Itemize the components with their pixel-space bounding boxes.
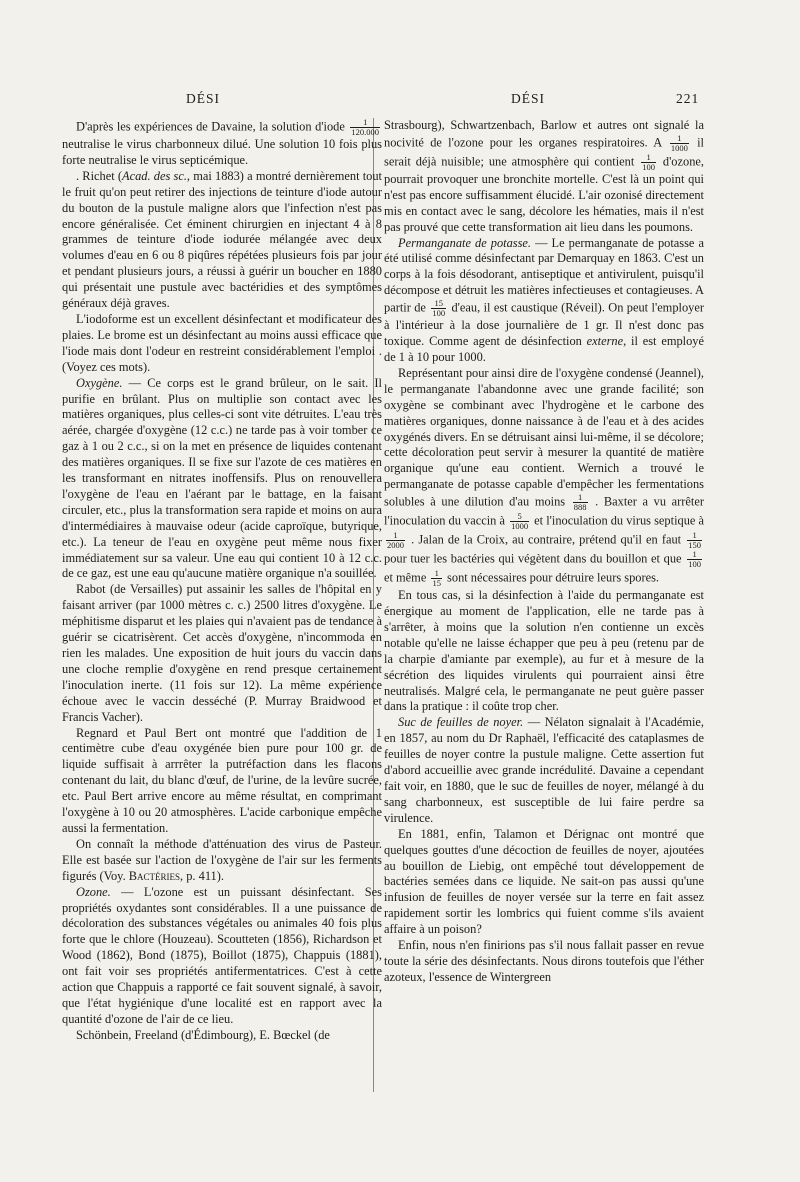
fraction (573, 493, 588, 512)
text: — Le permanganate de potasse a été utilisé comme désinfectant par Demarquay en 1863. C'est un corps à la fois désodorant, antiseptique et antivirulent, puisqu'il décompose et détruit les matières infectieuses et contagieuses. A partir de (384, 235, 704, 315)
fraction-denominator: 100 (432, 308, 446, 319)
fraction-numerator: 1 (573, 493, 588, 503)
fraction-denominator: 1000 (670, 142, 688, 153)
fraction-denominator: 2000 (387, 540, 404, 551)
text: . Baxter a vu arrêter l'inoculation du vaccin à (384, 494, 704, 528)
fraction-numerator: 1 (350, 118, 380, 128)
fraction-numerator: 15 (431, 299, 446, 309)
text: neutralise le virus charbonneux dilué. Une solution 10 fois plus forte neutralise le virus septicémique. (62, 137, 382, 167)
fraction-denominator: 100 (642, 161, 655, 172)
fraction-denominator: 1000 (511, 521, 529, 532)
paragraph-talamon: En 1881, enfin, Talamon et Dérignac ont montré que quelques gouttes d'une décoction de feuilles de noyer, ajoutées au bouillon de Liebig, ont empêché tout développement de bactéries semées dans ce liquide. Ne sait-on pas aussi qu'une infusion de feuilles de noyer versée sur la terre en fait assez rapidement sortir les lombrics qui fuient comme s'ils avaient affaire à un poison? (384, 826, 704, 937)
page-number: 221 (676, 91, 700, 106)
text: D'après les expériences de Davaine, la solution d'iode (76, 119, 345, 134)
fraction (350, 118, 380, 137)
fraction (386, 531, 405, 550)
fraction-numerator: 1 (687, 550, 702, 560)
fraction (431, 569, 442, 588)
fraction-numerator: 1 (641, 153, 656, 163)
text: , mai 1883) a montré dernièrement tout le fruit qu'on peut retirer des injections de teinture d'iode autour du bouton de la pustule maligne alors que l'infection n'est pas encore généralisée. Cet éminent chirurgien en injectant 4 à 8 grammes de teinture d'iode iodurée mélangée avec deux volumes d'eau en 6 ou 8 piqûres répétées plusieurs fois par jour et pendant plusieurs jours, a réussi à guérir un boucher en 1880 qui présentait une pustule avec bactéridies et des symptômes généraux déjà graves. (62, 168, 382, 311)
left-column (62, 118, 382, 1044)
running-head-left: DÉSI (186, 91, 220, 106)
paragraph-pasteur (62, 837, 382, 885)
text: — L'ozone est un puissant désinfectant. Ses propriétés oxydantes sont considérables. Il a une puissance de décoloration des substances végétales ou animales 40 fois plus forte que le chlore (Houzeau). Scoutteten (1856), Richardson et Wood (1862), Bond (1875), Boillot (1875), Chappuis (1881), ont fait voir ses propriétés antifermentatrices. C'est à cette action que Chappuis a rapporté ce fait souvent signalé, à savoir, que l'état hygiénique d'une localité est en rapport avec la quantité d'ozone de l'air de ce lieu. (62, 884, 382, 1026)
paragraph-iodoforme: L'iodoforme est un excellent désinfectant et modificateur des plaies. Le brome est un désinfectant au moins aussi efficace que l'iode mais dont l'odeur en restreint considérablement l'emploi .(Voyez ces mots). (62, 311, 382, 374)
text: pour tuer les bactéries qui végètent dans du bouillon et que (384, 551, 682, 566)
text: Représentant pour ainsi dire de l'oxygène condensé (Jeannel), le permanganate l'abandonne avec une grande facilité; son oxygène se combinant avec l'hydrogène et le carbone des matières organiques, donne naissance à de l'eau et à des acides oxygénés divers. En se détruisant ainsi lui-même, il se décolore; cette décoloration peut servir à mesurer la quantité de matière organique qu'une eau contient. Wernich a trouvé le permanganate de potasse capable d'empêcher les fermentations solubles à une dilution d'au moins (384, 365, 704, 509)
fraction (687, 550, 702, 569)
section-title-permanganate: Permanganate de potasse. (398, 235, 532, 250)
text: , p. 411). (180, 868, 224, 883)
text: — Nélaton signalait à l'Académie, en 1857, au nom du Dr Raphaël, l'efficacité des cataplasmes de feuilles de noyer contre la pustule maligne. Cette assertion fut d'abord accueillie avec grande incrédulité. Davaine a cependant fait voir, en 1880, que le suc de feuilles de noyer, mélangé à du sang charbonneux, est susceptible de lui faire perdre sa virulence. (384, 715, 704, 825)
cross-reference: Bactéries (128, 868, 181, 883)
paragraph-ozone-continued (384, 118, 704, 236)
paragraph-oxygene (62, 376, 382, 583)
paragraph-regnard-bert: Regnard et Paul Bert ont montré que l'addition de 1 centimètre cube d'eau oxygénée bien pure pour 100 gr. de liquide suffisait à arrrêter la putréfaction dans les flacons contenant du lait, du blanc d'œuf, de l'urine, de la levûre sucrée, etc. Paul Bert arrive encore au même résultat, en comprimant l'oxygène à 10 ou 20 atmosphères. L'acide carbonique empêche aussi la fermentation. (62, 725, 382, 835)
text: , il est employé de 1 à 10 pour 1000. (384, 334, 704, 364)
fraction-numerator: 1 (670, 134, 689, 144)
fraction-denominator: 100 (688, 559, 701, 570)
paragraph-rabot: Rabot (de Versailles) put assainir les salles de l'hôpital en y faisant arriver (par 1000 mètres c. c.) 2500 litres d'oxygène. Le méphitisme disparut et les plaies qui n'avaient pas de tendance à guérir se cicatrisèrent. Cet accès d'oxygène, n'incommoda en rien les malades. Une exposition de huit jours du vaccin dans une cloche remplie d'oxygène en rend presque certainement l'inoculation inerte. (11 fois sur 12). La même expérience échoue avec le vaccin desséché (P. Murray Braidwood et Francis Vacher). (62, 582, 382, 724)
paragraph-permanganate (384, 236, 704, 366)
emphasis: externe (586, 334, 624, 349)
fraction (510, 512, 529, 531)
fraction-numerator: 1 (687, 531, 702, 541)
fraction-numerator: 5 (510, 512, 529, 522)
paragraph-iode-davaine (62, 118, 382, 169)
section-title-oxygene: Oxygène. (76, 375, 123, 390)
fraction (670, 134, 689, 153)
text: il serait déjà nuisible; une atmosphère qui contient (384, 135, 704, 169)
paragraph-noyer (384, 715, 704, 826)
text: . Jalan de la Croix, au contraire, prétend qu'il en faut (411, 532, 682, 547)
fraction (641, 153, 656, 172)
fraction (687, 531, 702, 550)
text: d'eau, il est caustique (Réveil). On peut l'employer à l'intérieur à la dose journalière de 1 gr. Il n'est donc pas toxique. Comme agent de désinfection (384, 300, 704, 349)
text: sont nécessaires pour détruire leurs spores. (447, 570, 660, 585)
fraction-denominator: 15 (432, 578, 441, 589)
text: et l'inoculation du virus septique à (534, 513, 704, 528)
paragraph-ozone (62, 885, 382, 1028)
section-title-ozone: Ozone. (76, 884, 111, 899)
citation-reference: Acad. des sc. (122, 168, 187, 183)
text: Strasbourg), Schwartzenbach, Barlow et autres ont signalé la nocivité de l'ozone pour les organes respiratoires. A (384, 118, 704, 150)
running-head-right: DÉSI (511, 91, 545, 106)
section-title-noyer: Suc de feuilles de noyer. (398, 715, 524, 730)
fraction-denominator: 888 (573, 502, 587, 513)
right-column (384, 118, 704, 986)
text: — Ce corps est le grand brûleur, on le sait. Il purifie en brûlant. Plus on multiplie son contact avec les matières organiques, plus celles-ci sont vite détruites. L'eau très aérée, chargée d'oxygène (12 c.c.) ne tarde pas à voir tomber ce gaz à 1 ou 2 c.c., si on la met en présence de liquides contenant des matières organiques. Il se fixe sur l'azote de ces matières en les transformant en nitrates inoffensifs. Plus on renouvellera l'oxygène de l'eau en l'aérant par le battage, en la faisant circuler, etc., plus la transformation sera rapide et moins on aura d'intermédiaires à mauvaise odeur (acide caproïque, butyrique, etc.). La teneur de l'eau en oxygène peut même nous fixer immédiatement sur sa valeur. Une eau qui contient 10 à 12 c.c. de ce gaz, est une eau qu'aucune matière organique n'a souillée. (62, 375, 382, 581)
fraction-denominator: 120.000 (351, 127, 379, 137)
paragraph-en-tous-cas: En tous cas, si la désinfection à l'aide du permanganate est énergique au moment de l'application, elle ne tarde pas à s'arrêter, à moins que la solution n'en contienne un excès notable qu'elle ne laisse échapper que peu à peu (retenu par de la charpie d'amiante par exemple), au fur et à mesure de la sécrétion des liquides virulents qui pourraient ainsi être neutralisés. Malgré cela, le permanganate ne peut guère passer dans la pratique : il coûte trop cher. (384, 588, 704, 714)
paragraph-jeannel (384, 366, 704, 588)
paragraph-richet (62, 169, 382, 312)
text: . Richet ( (76, 168, 122, 183)
paragraph-schonbein: Schönbein, Freeland (d'Édimbourg), E. Bœckel (de (76, 1027, 330, 1042)
fraction-denominator: 150 (688, 540, 701, 551)
fraction-numerator: 1 (431, 569, 442, 579)
paragraph-enfin: Enfin, nous n'en finirions pas s'il nous fallait passer en revue toute la série des désinfectants. Nous dirons toutefois que l'éther azoteux, l'essence de Wintergreen (384, 938, 704, 984)
text: et même (384, 570, 427, 585)
text: On connaît la méthode d'atténuation des virus de Pasteur. Elle est basée sur l'action de l'oxygène de l'air sur les ferments figurés (Voy. (62, 836, 382, 883)
fraction (431, 299, 446, 318)
text: d'ozone, pourrait provoquer une bronchite mortelle. C'est là un point qui n'est pas encore suffisamment élucidé. L'air ozonisé directement mis en contact avec le sang, décolore les hématies, mais il n'est pas prouvé que cette transformation ait lieu dans les poumons. (384, 154, 704, 234)
fraction-numerator: 1 (386, 531, 405, 541)
